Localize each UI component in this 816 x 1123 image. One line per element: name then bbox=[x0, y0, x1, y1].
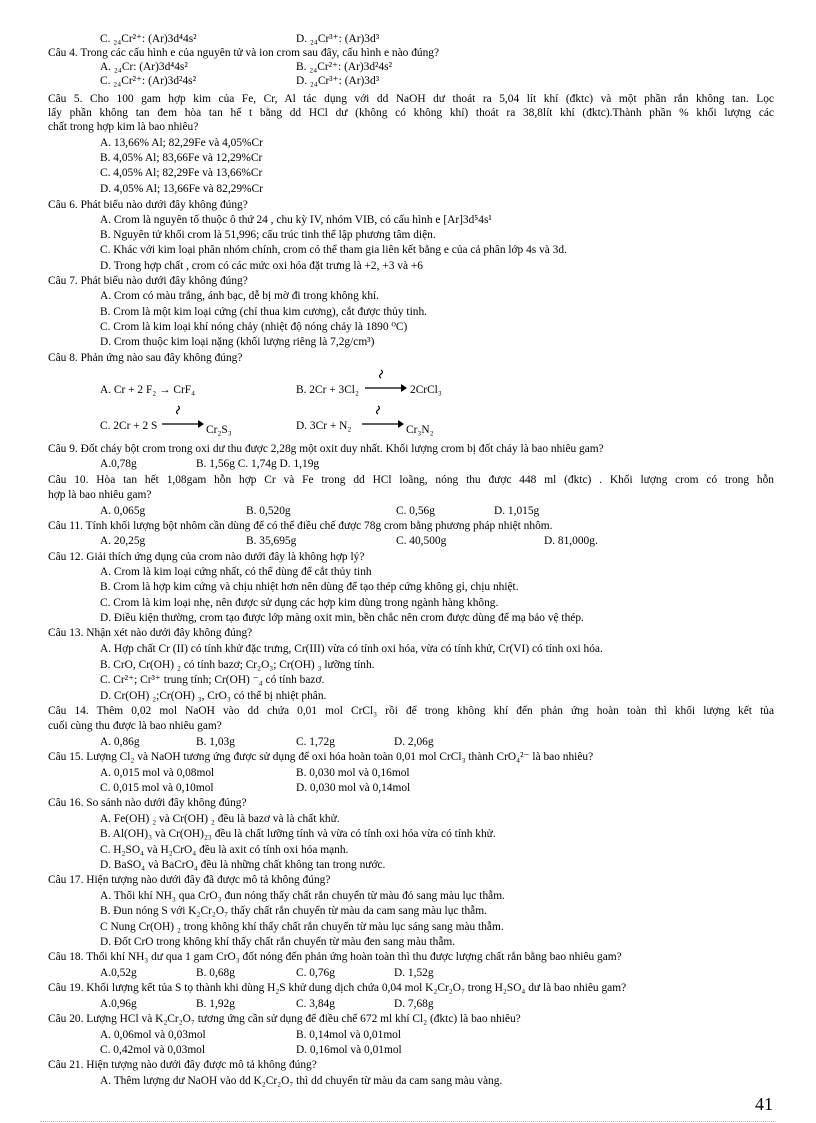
heat-arrow-icon bbox=[160, 404, 204, 430]
q10-option-a: A. 0,065g bbox=[100, 505, 146, 517]
q21-question: Câu 21. Hiện tượng nào dưới đây được mô tả không đúng? bbox=[48, 1059, 317, 1071]
q19-option-c: C. 3,84g bbox=[296, 998, 335, 1010]
q7-option-a: A. Crom có màu trắng, ánh bạc, dễ bị mờ đi trong không khí. bbox=[100, 290, 380, 302]
q6-option-a: A. Crom là nguyên tố thuộc ô thứ 24 , chu kỳ IV, nhóm VIB, có cấu hình e [Ar]3d⁵4s¹ bbox=[100, 214, 492, 226]
q21-option-a: A. Thêm lượng dư NaOH vào dd K₂Cr₂O₇ thì dd chuyển từ màu da cam sang màu vàng. bbox=[100, 1075, 503, 1087]
q13-option-a: A. Hợp chất Cr (II) có tính khử đặc trưng, Cr(III) vừa có tính oxi hóa, vừa có tính khử, Cr(VI) có tính oxi hóa. bbox=[100, 643, 603, 655]
q9-question: Câu 9. Đốt cháy bột crom trong oxi dư thu được 2,28g một oxit duy nhất. Khối lượng crom bị đốt cháy là bao nhiêu gam? bbox=[48, 443, 604, 455]
q8-option-c-product: Cr₂S₃ bbox=[206, 424, 232, 436]
heat-arrow-icon bbox=[360, 404, 404, 430]
q7-option-d: D. Crom thuộc kim loại nặng (khối lượng riêng là 7,2g/cm³) bbox=[100, 336, 375, 348]
q6-option-c: C. Khác với kim loại phân nhóm chính, crom có thể tham gia liên kết bằng e của cả phân lớp 4s và 3d. bbox=[100, 244, 567, 256]
q16-option-d: D. BaSO₄ và BaCrO₄ đều là những chất không tan trong nước. bbox=[100, 859, 386, 871]
q14-option-c: C. 1,72g bbox=[296, 736, 335, 748]
q4-option-b: B. ₂₄Cr²⁺: (Ar)3d²4s² bbox=[296, 61, 393, 73]
q20-question: Câu 20. Lượng HCl và K₂Cr₂O₇ tương ứng cần sử dụng để điều chế 672 ml khí Cl₂ (đktc) là bao nhiêu? bbox=[48, 1013, 521, 1025]
q13-option-c: C. Cr²⁺; Cr³⁺ trung tính; Cr(OH) ⁻₄ có tính bazơ. bbox=[100, 674, 325, 686]
q19-option-b: B. 1,92g bbox=[196, 998, 235, 1010]
q16-option-c: C. H₂SO₄ và H₂CrO₄ đều là axit có tính oxi hóa mạnh. bbox=[100, 844, 349, 856]
q15-option-a: A. 0,015 mol và 0,08mol bbox=[100, 767, 215, 779]
q15-option-d: D. 0,030 mol và 0,14mol bbox=[296, 782, 411, 794]
q20-option-c: C. 0,42mol và 0,03mol bbox=[100, 1044, 206, 1056]
q18-option-b: B. 0,68g bbox=[196, 967, 235, 979]
q14-option-a: A. 0,86g bbox=[100, 736, 140, 748]
q18-question: Câu 18. Thổi khí NH₃ dư qua 1 gam CrO₃ đốt nóng đến phản ứng hoàn toàn thì thu được lượng chất rắn bằng bao nhiêu gam? bbox=[48, 951, 622, 963]
q4-option-a: A. ₂₄Cr: (Ar)3d⁴4s² bbox=[100, 61, 188, 73]
q10-option-c: C. 0,56g bbox=[396, 505, 435, 517]
q11-option-d: D. 81,000g. bbox=[544, 535, 598, 547]
q14-question-line1: Câu 14. Thêm 0,02 mol NaOH vào dd chứa 0,01 mol CrCl₃ rồi để trong không khí đến phản ứng hoàn toàn thì khối lượng kết tủa bbox=[48, 705, 774, 717]
q6-option-d: D. Trong hợp chất , crom có các mức oxi hóa đặt trưng là +2, +3 và +6 bbox=[100, 260, 423, 272]
q18-option-c: C. 0,76g bbox=[296, 967, 335, 979]
q8-option-d-reactants: D. 3Cr + N₂ bbox=[296, 420, 352, 432]
q5-option-a: A. 13,66% Al; 82,29Fe và 4,05%Cr bbox=[100, 137, 263, 149]
q17-option-b: B. Đun nóng S với K₂Cr₂O₇ thấy chất rắn chuyển từ màu da cam sang màu lục thẫm. bbox=[100, 905, 487, 917]
q14-option-d: D. 2,06g bbox=[394, 736, 434, 748]
q10-question-line2: hợp là bao nhiêu gam? bbox=[48, 489, 152, 501]
q8-option-b-reactants: B. 2Cr + 3Cl₂ bbox=[296, 384, 359, 396]
q7-option-c: C. Crom là kim loại khí nóng chảy (nhiệt độ nóng chảy là 1890 ⁰C) bbox=[100, 321, 408, 333]
q5-option-c: C. 4,05% Al; 82,29Fe và 13,66%Cr bbox=[100, 167, 263, 179]
q8-option-b-product: 2CrCl₃ bbox=[410, 384, 442, 396]
q16-option-a: A. Fe(OH) ₂ và Cr(OH) ₂ đều là bazơ và là chất khử. bbox=[100, 813, 340, 825]
q10-question-line1: Câu 10. Hòa tan hết 1,08gam hỗn hợp Cr và Fe trong dd HCl loãng, nóng thu được 448 ml (đktc) . Khối lượng crom có trong hỗn bbox=[48, 474, 774, 486]
q3-option-d: D. ₂₄Cr³⁺: (Ar)3d³ bbox=[296, 33, 380, 45]
q10-option-d: D. 1,015g bbox=[494, 505, 540, 517]
q5-option-d: D. 4,05% Al; 13,66Fe và 82,29%Cr bbox=[100, 183, 263, 195]
q8-option-c-reactants: C. 2Cr + 2 S bbox=[100, 420, 158, 432]
q20-option-b: B. 0,14mol và 0,01mol bbox=[296, 1029, 402, 1041]
q13-option-d: D. Cr(OH) ₂;Cr(OH) ₃, CrO₃ có thể bị nhiệt phân. bbox=[100, 690, 327, 702]
heat-arrow-icon bbox=[363, 368, 407, 394]
q20-option-d: D. 0,16mol và 0,01mol bbox=[296, 1044, 402, 1056]
q17-question: Câu 17. Hiện tượng nào dưới đây đã được mô tả không đúng? bbox=[48, 874, 331, 886]
q16-option-b: B. Al(OH)₃ và Cr(OH)₂₃ đều là chất lưỡng tính và vừa có tính oxi hóa vừa có tính khử. bbox=[100, 828, 496, 840]
q17-option-a: A. Thổi khí NH₃ qua CrO₃ đun nóng thấy chất rắn chuyển từ màu đỏ sang màu lục thẫm. bbox=[100, 890, 505, 902]
q15-option-b: B. 0,030 mol và 0,16mol bbox=[296, 767, 410, 779]
q14-question-line2: cuối cùng thu được là bao nhiêu gam? bbox=[48, 720, 222, 732]
q12-question: Câu 12. Giải thích ứng dụng của crom nào dưới đây là không hợp lý? bbox=[48, 551, 365, 563]
q12-option-b: B. Crom là hợp kim cứng và chịu nhiệt hơn nên dùng để tạo thép cứng không gỉ, chịu nhiệt. bbox=[100, 581, 519, 593]
q10-option-b: B. 0,520g bbox=[246, 505, 291, 517]
q6-question: Câu 6. Phát biểu nào dưới đây không đúng? bbox=[48, 199, 248, 211]
q18-option-d: D. 1,52g bbox=[394, 967, 434, 979]
q14-option-b: B. 1,03g bbox=[196, 736, 235, 748]
q12-option-c: C. Crom là kim loại nhẹ, nên được sử dụng các hợp kim dùng trong ngành hàng không. bbox=[100, 597, 499, 609]
q12-option-d: D. Điều kiện thường, crom tạo được lớp màng oxit min, bền chắc nên crom được dùng để mạ bảo vệ thép. bbox=[100, 612, 584, 624]
q4-option-d: D. ₂₄Cr³⁺: (Ar)3d³ bbox=[296, 75, 380, 87]
q9-options-bcd: B. 1,56g C. 1,74g D. 1,19g bbox=[196, 458, 320, 470]
q5-option-b: B. 4,05% Al; 83,66Fe và 12,29%Cr bbox=[100, 152, 263, 164]
q11-option-c: C. 40,500g bbox=[396, 535, 447, 547]
q17-option-d: D. Đốt CrO trong không khí thấy chất rắn chuyển từ màu đen sang màu thẫm. bbox=[100, 936, 456, 948]
page-number: 41 bbox=[755, 1094, 773, 1114]
q8-option-d-product: Cr₃N₂ bbox=[406, 424, 434, 436]
q4-option-c: C. ₂₄Cr²⁺: (Ar)3d²4s² bbox=[100, 75, 197, 87]
q7-option-b: B. Crom là một kim loại cứng (chỉ thua kim cương), cắt được thủy tinh. bbox=[100, 306, 427, 318]
q5-question-line3: chất trong hợp kim là bao nhiêu? bbox=[48, 121, 199, 133]
q19-option-d: D. 7,68g bbox=[394, 998, 434, 1010]
q11-question: Câu 11. Tính khối lượng bột nhôm cần dùng để có thể điều chế được 78g crom bằng phương pháp nhiệt nhôm. bbox=[48, 520, 553, 532]
q7-question: Câu 7. Phát biểu nào dưới đây không đúng? bbox=[48, 275, 248, 287]
q3-option-c: C. ₂₄Cr²⁺: (Ar)3d⁴4s² bbox=[100, 33, 197, 45]
q20-option-a: A. 0,06mol và 0,03mol bbox=[100, 1029, 206, 1041]
q8-option-a: A. Cr + 2 F₂ → CrF₄ bbox=[100, 384, 196, 396]
q18-option-a: A.0,52g bbox=[100, 967, 137, 979]
q5-question-line2: lấy phần không tan đem hòa tan hế t bằng dd HCl dư (không có không khí) thoát ra 38,8lít khí (đktc).Thành phần % khối lượng các bbox=[48, 107, 774, 119]
q8-question: Câu 8. Phản ứng nào sau đây không đúng? bbox=[48, 352, 243, 364]
q11-option-b: B. 35,695g bbox=[246, 535, 297, 547]
q15-question: Câu 15. Lượng Cl₂ và NaOH tương ứng được sử dụng để oxi hóa hoàn toàn 0,01 mol CrCl₃ thành CrO₄²⁻ là bao nhiêu? bbox=[48, 751, 594, 763]
q13-question: Câu 13. Nhận xét nào dưới đây không đúng? bbox=[48, 627, 253, 639]
q17-option-c: C Nung Cr(OH) ₂ trong không khí thấy chất rắn chuyển từ màu lục sáng sang màu thẫm. bbox=[100, 921, 504, 933]
q11-option-a: A. 20,25g bbox=[100, 535, 146, 547]
q6-option-b: B. Nguyên tử khối crom là 51,996; cấu trúc tinh thể lập phương tâm diện. bbox=[100, 229, 436, 241]
q16-question: Câu 16. So sánh nào dưới đây không đúng? bbox=[48, 797, 247, 809]
footer-divider bbox=[40, 1121, 776, 1122]
q9-option-a: A.0,78g bbox=[100, 458, 137, 470]
q19-option-a: A.0,96g bbox=[100, 998, 137, 1010]
q4-question: Câu 4. Trong các cấu hình e của nguyên tử và ion crom sau đây, cấu hình e nào đúng? bbox=[48, 47, 440, 59]
q19-question: Câu 19. Khối lượng kết tủa S tọ thành khi dùng H₂S khử dung dịch chứa 0,04 mol K₂Cr₂O₇ trong H₂SO₄ dư là bao nhiêu gam? bbox=[48, 982, 627, 994]
q15-option-c: C. 0,015 mol và 0,10mol bbox=[100, 782, 214, 794]
q5-question-line1: Câu 5. Cho 100 gam hợp kim của Fe, Cr, Al tác dụng với dd NaOH dư thoát ra 5,04 lít khí (đktc) và một phần rắn không tan. Lọc bbox=[48, 93, 774, 105]
q12-option-a: A. Crom là kim loại cứng nhất, có thể dùng để cắt thủy tinh bbox=[100, 566, 372, 578]
q13-option-b: B. CrO, Cr(OH) ₂ có tính bazơ; Cr₂O₃; Cr(OH) ₃ lưỡng tính. bbox=[100, 659, 375, 671]
